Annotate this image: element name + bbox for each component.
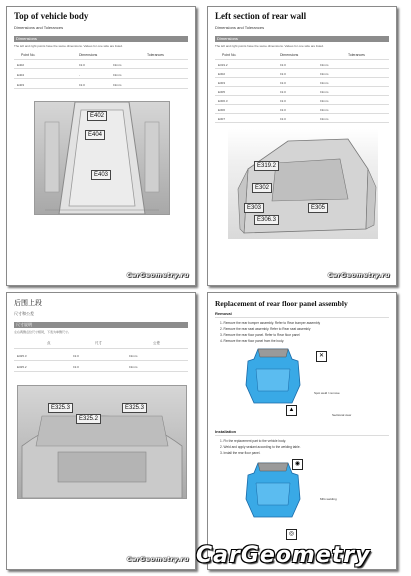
table-cell: ±2.0 (280, 108, 286, 112)
watermark-large: CarGeometry (196, 543, 371, 568)
rear-wall-drawing-icon (228, 129, 378, 239)
col-header-point: Point No. (222, 53, 237, 57)
col-header-tolerances: Tolerances (147, 53, 164, 57)
section-removal: Removal (215, 311, 232, 316)
table-cell: ±2.0 (280, 117, 286, 121)
point-label-e305: E305 (308, 203, 328, 213)
mig-weld-symbol-icon: ◉ (292, 459, 303, 470)
point-label-e325-3-right: E325.3 (122, 403, 147, 413)
table-cell: ±2.0 (79, 83, 85, 87)
page-top-of-vehicle-body (6, 6, 196, 286)
table-cell: ±2.0 (73, 365, 79, 369)
table-cell: E306.3 (218, 99, 228, 103)
installation-step-1: 1. Fix the replacement part to the vehicle body. (220, 439, 287, 443)
table-cell: E305 (218, 90, 226, 94)
table-cell: ±2mm (320, 81, 329, 85)
col-header-point: 点 (47, 341, 51, 345)
table-cell: E302 (218, 72, 226, 76)
table-cell: E325.3 (17, 354, 27, 358)
col-header-dimensions: Dimensions (280, 53, 299, 57)
page-subtitle: Dimensions and Tolerances (215, 25, 265, 30)
page-subtitle: 尺寸和公差 (14, 311, 34, 316)
floor-panel-removal-icon (238, 345, 308, 407)
rear-wall-upper-figure (17, 385, 187, 499)
installation-step-3: 3. Install the rear floor panel. (220, 451, 261, 455)
col-header-tolerances: Tolerances (348, 53, 365, 57)
watermark: CarGeometry.ru (126, 271, 189, 279)
page-title: Top of vehicle body (14, 11, 89, 21)
col-header-point: Point No. (21, 53, 36, 57)
watermark: CarGeometry.ru (327, 271, 390, 279)
table-cell: - (79, 73, 80, 77)
table-cell: E303 (218, 81, 226, 85)
section-symbol-icon: ▲ (286, 405, 297, 416)
table-cell: ±2mm (320, 72, 329, 76)
page-subtitle: Dimensions and Tolerances (14, 25, 64, 30)
weld-symbol-icon: ◎ (286, 529, 297, 540)
table-cell: ±2mm (320, 117, 329, 121)
page-title: Replacement of rear floor panel assembly (215, 299, 348, 308)
point-label-e303: E303 (244, 203, 264, 213)
removal-step-1: 1. Remove the rear bumper assembly. Refer to Rear bumper assembly (220, 321, 321, 325)
rear-wall-figure (228, 129, 378, 239)
spot-weld-symbol-icon: ✕ (316, 351, 327, 362)
callout-section: Sectional view (332, 413, 352, 417)
section-bar: 尺寸说明 (14, 322, 188, 328)
table-cell: E325.2 (17, 365, 27, 369)
table-cell: E306 (218, 108, 226, 112)
watermark: CarGeometry.ru (126, 555, 189, 563)
page-title: Left section of rear wall (215, 11, 307, 21)
table-cell: ±2.0 (280, 72, 286, 76)
removal-step-3: 3. Remove the rear floor panel. Refer to Rear floor panel (220, 333, 300, 337)
table-cell: ±2.0 (280, 63, 286, 67)
removal-step-2: 2. Remove the rear seat assembly. Refer to Rear seat assembly (220, 327, 311, 331)
table-cell: ±2mm (129, 354, 138, 358)
table-cell: ±2mm (320, 108, 329, 112)
section-installation: Installation (215, 429, 237, 434)
col-header-tolerances: 公差 (153, 341, 160, 345)
vehicle-roof-figure (34, 101, 170, 215)
removal-figure (238, 345, 308, 407)
table-cell: ±2mm (320, 90, 329, 94)
page-left-section-of-rear-wall (207, 6, 397, 286)
note: The left and right points have the same dimensions. Values for one side are listed. (14, 44, 123, 48)
col-header-dimensions: 尺寸 (95, 341, 102, 345)
table-cell: E402 (17, 63, 25, 67)
callout-spot: Spot weld / remove (314, 391, 340, 395)
table-cell: ±2mm (113, 83, 122, 87)
table-cell: ±2mm (320, 99, 329, 103)
point-label-e325-3-left: E325.3 (48, 403, 73, 413)
table-cell: ±2mm (113, 73, 122, 77)
point-label-e306-3: E306.3 (254, 215, 279, 225)
installation-step-2: 2. Weld and apply sealant according to the welding table. (220, 445, 301, 449)
note: 左右两侧点位尺寸相同，下表为单侧尺寸。 (14, 330, 72, 334)
rear-upper-drawing-icon (18, 386, 186, 498)
col-header-dimensions: Dimensions (79, 53, 98, 57)
page-rear-wall-upper (6, 292, 196, 570)
point-label-e402: E402 (87, 111, 107, 121)
point-label-e404: E404 (85, 130, 105, 140)
callout-mig: MIG welding (320, 497, 337, 501)
point-label-e403: E403 (91, 170, 111, 180)
table-cell: ±2mm (113, 63, 122, 67)
point-label-e325-2: E325.2 (76, 414, 101, 424)
table-cell: E404 (17, 73, 25, 77)
removal-step-4: 4. Remove the rear floor panel from the body. (220, 339, 285, 343)
section-bar: Dimensions (14, 36, 188, 42)
table-cell: E403 (17, 83, 25, 87)
table-cell: ±2.0 (280, 99, 286, 103)
table-cell: ±2.0 (280, 90, 286, 94)
table-cell: E307 (218, 117, 226, 121)
table-cell: E319.2 (218, 63, 228, 67)
table-cell: ±2.0 (73, 354, 79, 358)
page-title: 后围上段 (14, 299, 42, 307)
point-label-e319-2: E319.2 (254, 161, 279, 171)
page-rear-floor-replacement (207, 292, 397, 570)
table-cell: ±2.0 (79, 63, 85, 67)
table-cell: ±2mm (320, 63, 329, 67)
section-bar: Dimensions (215, 36, 389, 42)
table-cell: ±2mm (129, 365, 138, 369)
table-cell: ±2.0 (280, 81, 286, 85)
point-label-e302: E302 (252, 183, 272, 193)
note: The left and right points have the same dimensions. Values for one side are listed. (215, 44, 324, 48)
